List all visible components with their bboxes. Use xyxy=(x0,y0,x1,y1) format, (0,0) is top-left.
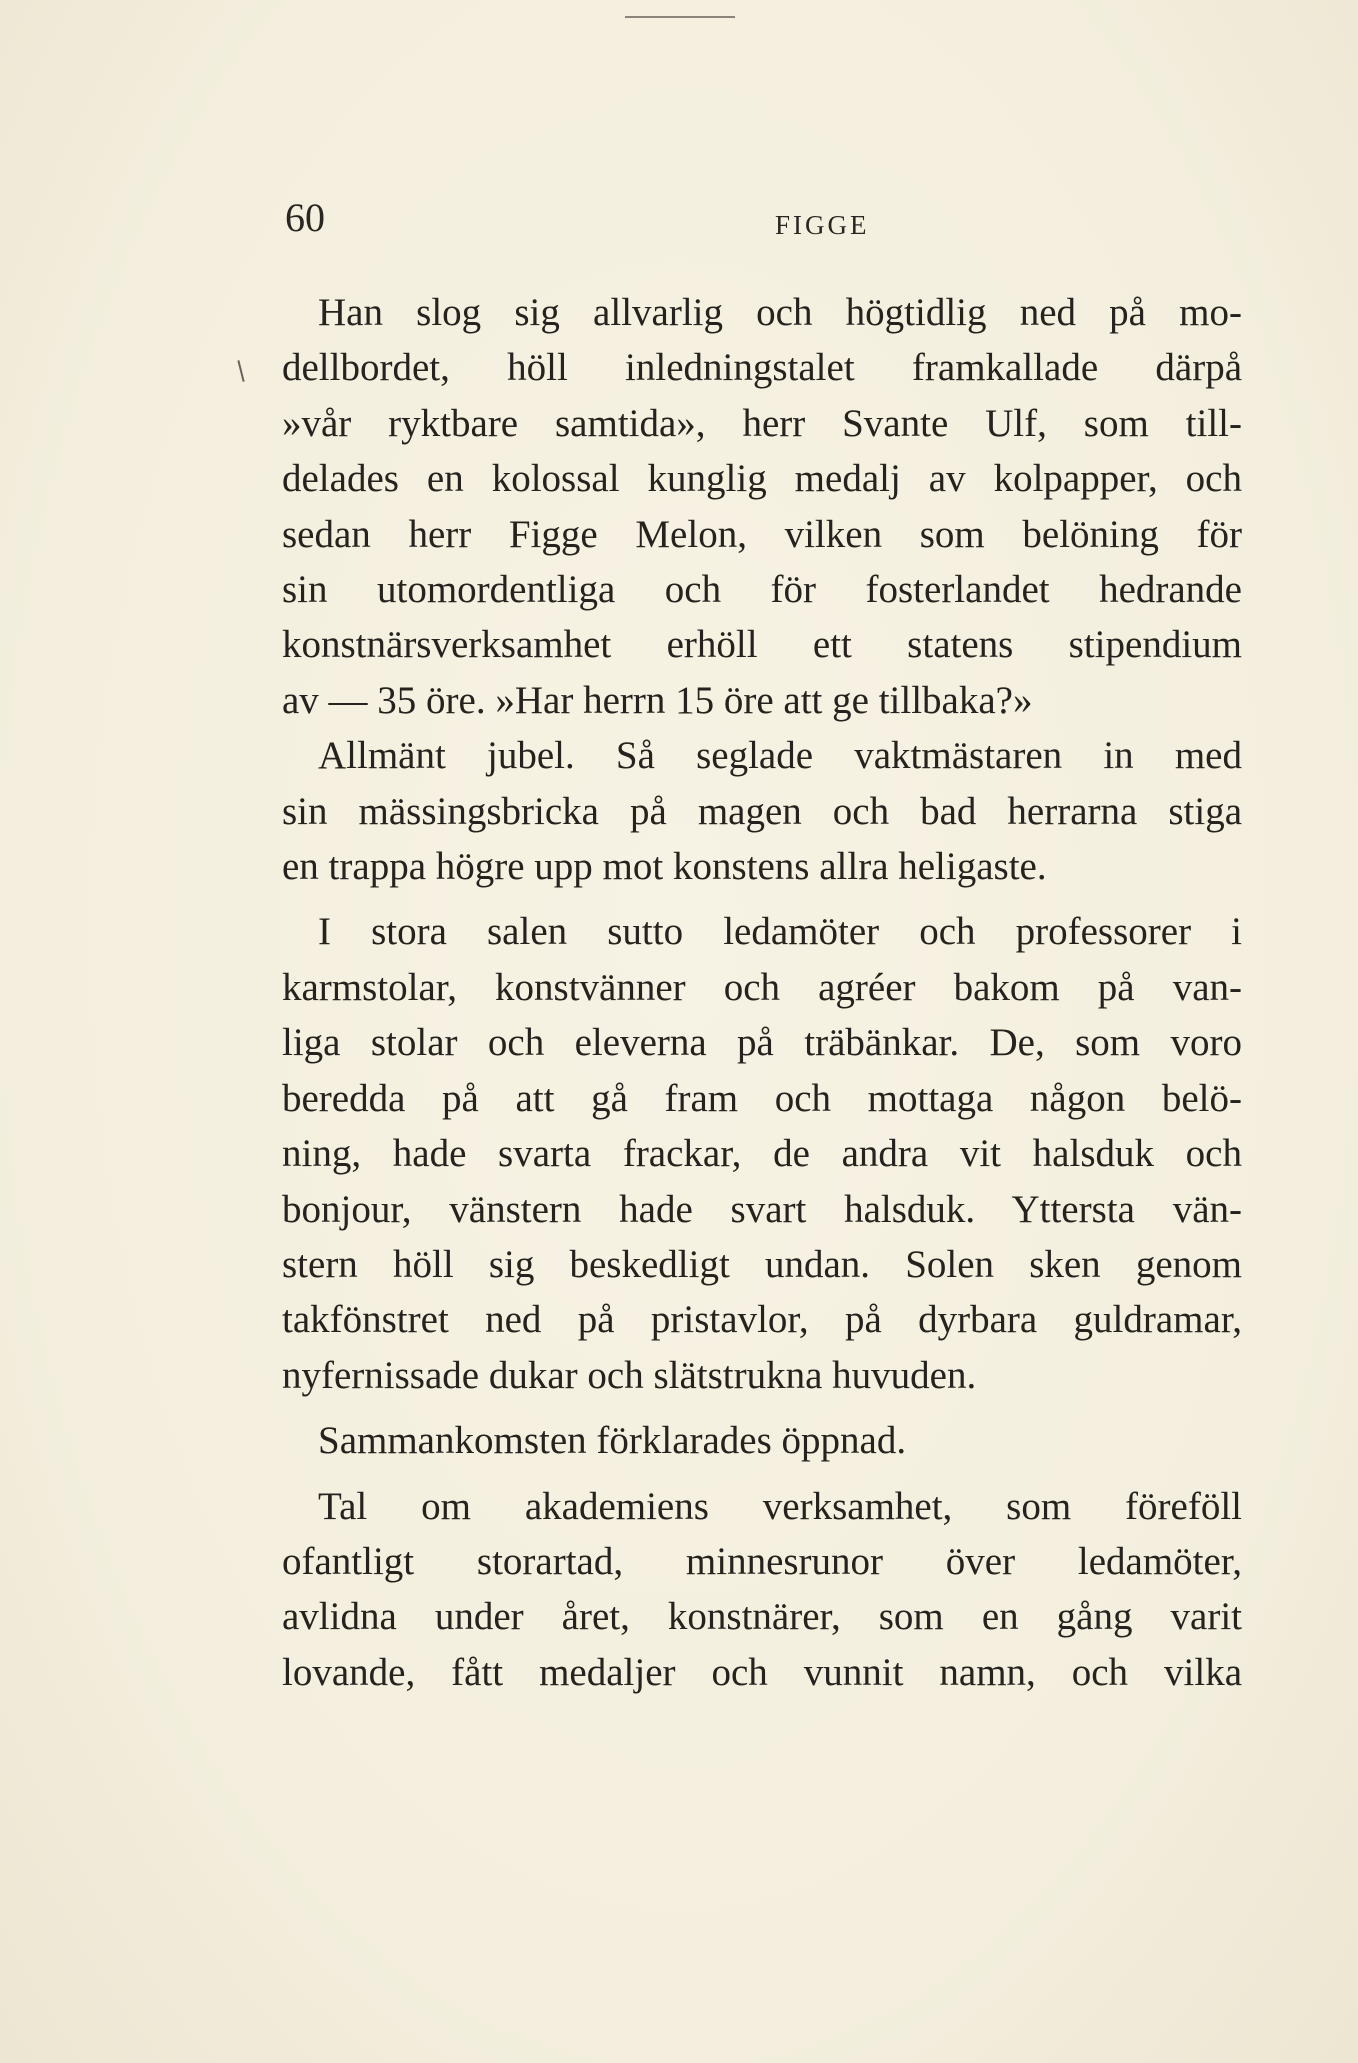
text-line: Sammankomsten förklarades öppnad. xyxy=(318,1419,907,1463)
text-line: nyfernissade dukar och slätstrukna huvuden. xyxy=(282,1353,977,1397)
text-line: lovande, fått medaljer och vunnit namn, och vilka xyxy=(282,1650,1242,1694)
text-line: Tal om akademiens verksamhet, som föreföll xyxy=(318,1484,1242,1528)
paragraph xyxy=(282,1479,1242,1701)
text-line: »vår ryktbare samtida», herr Svante Ulf, som till- xyxy=(282,401,1242,445)
text-line: av — 35 öre. »Har herrn 15 öre att ge tillbaka?» xyxy=(282,678,1033,722)
page-number: 60 xyxy=(285,195,325,240)
text-line: sin mässingsbricka på magen och bad herrarna stiga xyxy=(282,789,1242,833)
text-line: sin utomordentliga och för fosterlandet hedrande xyxy=(282,568,1242,612)
text-line: delades en kolossal kunglig medalj av kolpapper, och xyxy=(282,457,1242,501)
text-line: avlidna under året, konstnärer, som en gång varit xyxy=(282,1595,1242,1639)
text-line: konstnärsverksamhet erhöll ett statens stipendium xyxy=(282,623,1242,667)
margin-mark xyxy=(237,360,244,382)
paragraph xyxy=(282,1413,1242,1468)
text-line: ning, hade svarta frackar, de andra vit halsduk och xyxy=(282,1132,1242,1176)
text-line: takfönstret ned på pristavlor, på dyrbara guldramar, xyxy=(282,1298,1242,1342)
text-line: I stora salen sutto ledamöter och professorer i xyxy=(318,910,1242,954)
running-head: FIGGE xyxy=(775,210,870,240)
text-line: Han slog sig allvarlig och högtidlig ned på mo- xyxy=(318,291,1242,334)
paragraph xyxy=(282,285,1242,728)
paragraph-gap xyxy=(282,1469,1242,1479)
text-line: sedan herr Figge Melon, vilken som belöning för xyxy=(282,512,1242,556)
text-line: Allmänt jubel. Så seglade vaktmästaren in med xyxy=(318,734,1242,778)
body-text xyxy=(282,285,1242,1700)
text-line: bonjour, vänstern hade svart halsduk. Yttersta vän- xyxy=(282,1187,1242,1231)
text-line: stern höll sig beskedligt undan. Solen sken genom xyxy=(282,1242,1242,1286)
text-line: ofantligt storartad, minnesrunor över ledamöter, xyxy=(282,1539,1242,1583)
scan-edge-mark xyxy=(625,16,735,18)
paragraph-gap xyxy=(282,1403,1242,1413)
paragraph xyxy=(282,728,1242,894)
text-line: karmstolar, konstvänner och agréer bakom på van- xyxy=(282,965,1242,1009)
paragraph-gap xyxy=(282,894,1242,904)
text-line: en trappa högre upp mot konstens allra heligaste. xyxy=(282,845,1047,889)
text-line: liga stolar och eleverna på träbänkar. De, som voro xyxy=(282,1021,1242,1065)
paragraph xyxy=(282,904,1242,1403)
text-line: beredda på att gå fram och mottaga någon belö- xyxy=(282,1076,1242,1120)
page-header xyxy=(285,195,1245,258)
text-line: dellbordet, höll inledningstalet framkallade därpå xyxy=(282,346,1242,390)
